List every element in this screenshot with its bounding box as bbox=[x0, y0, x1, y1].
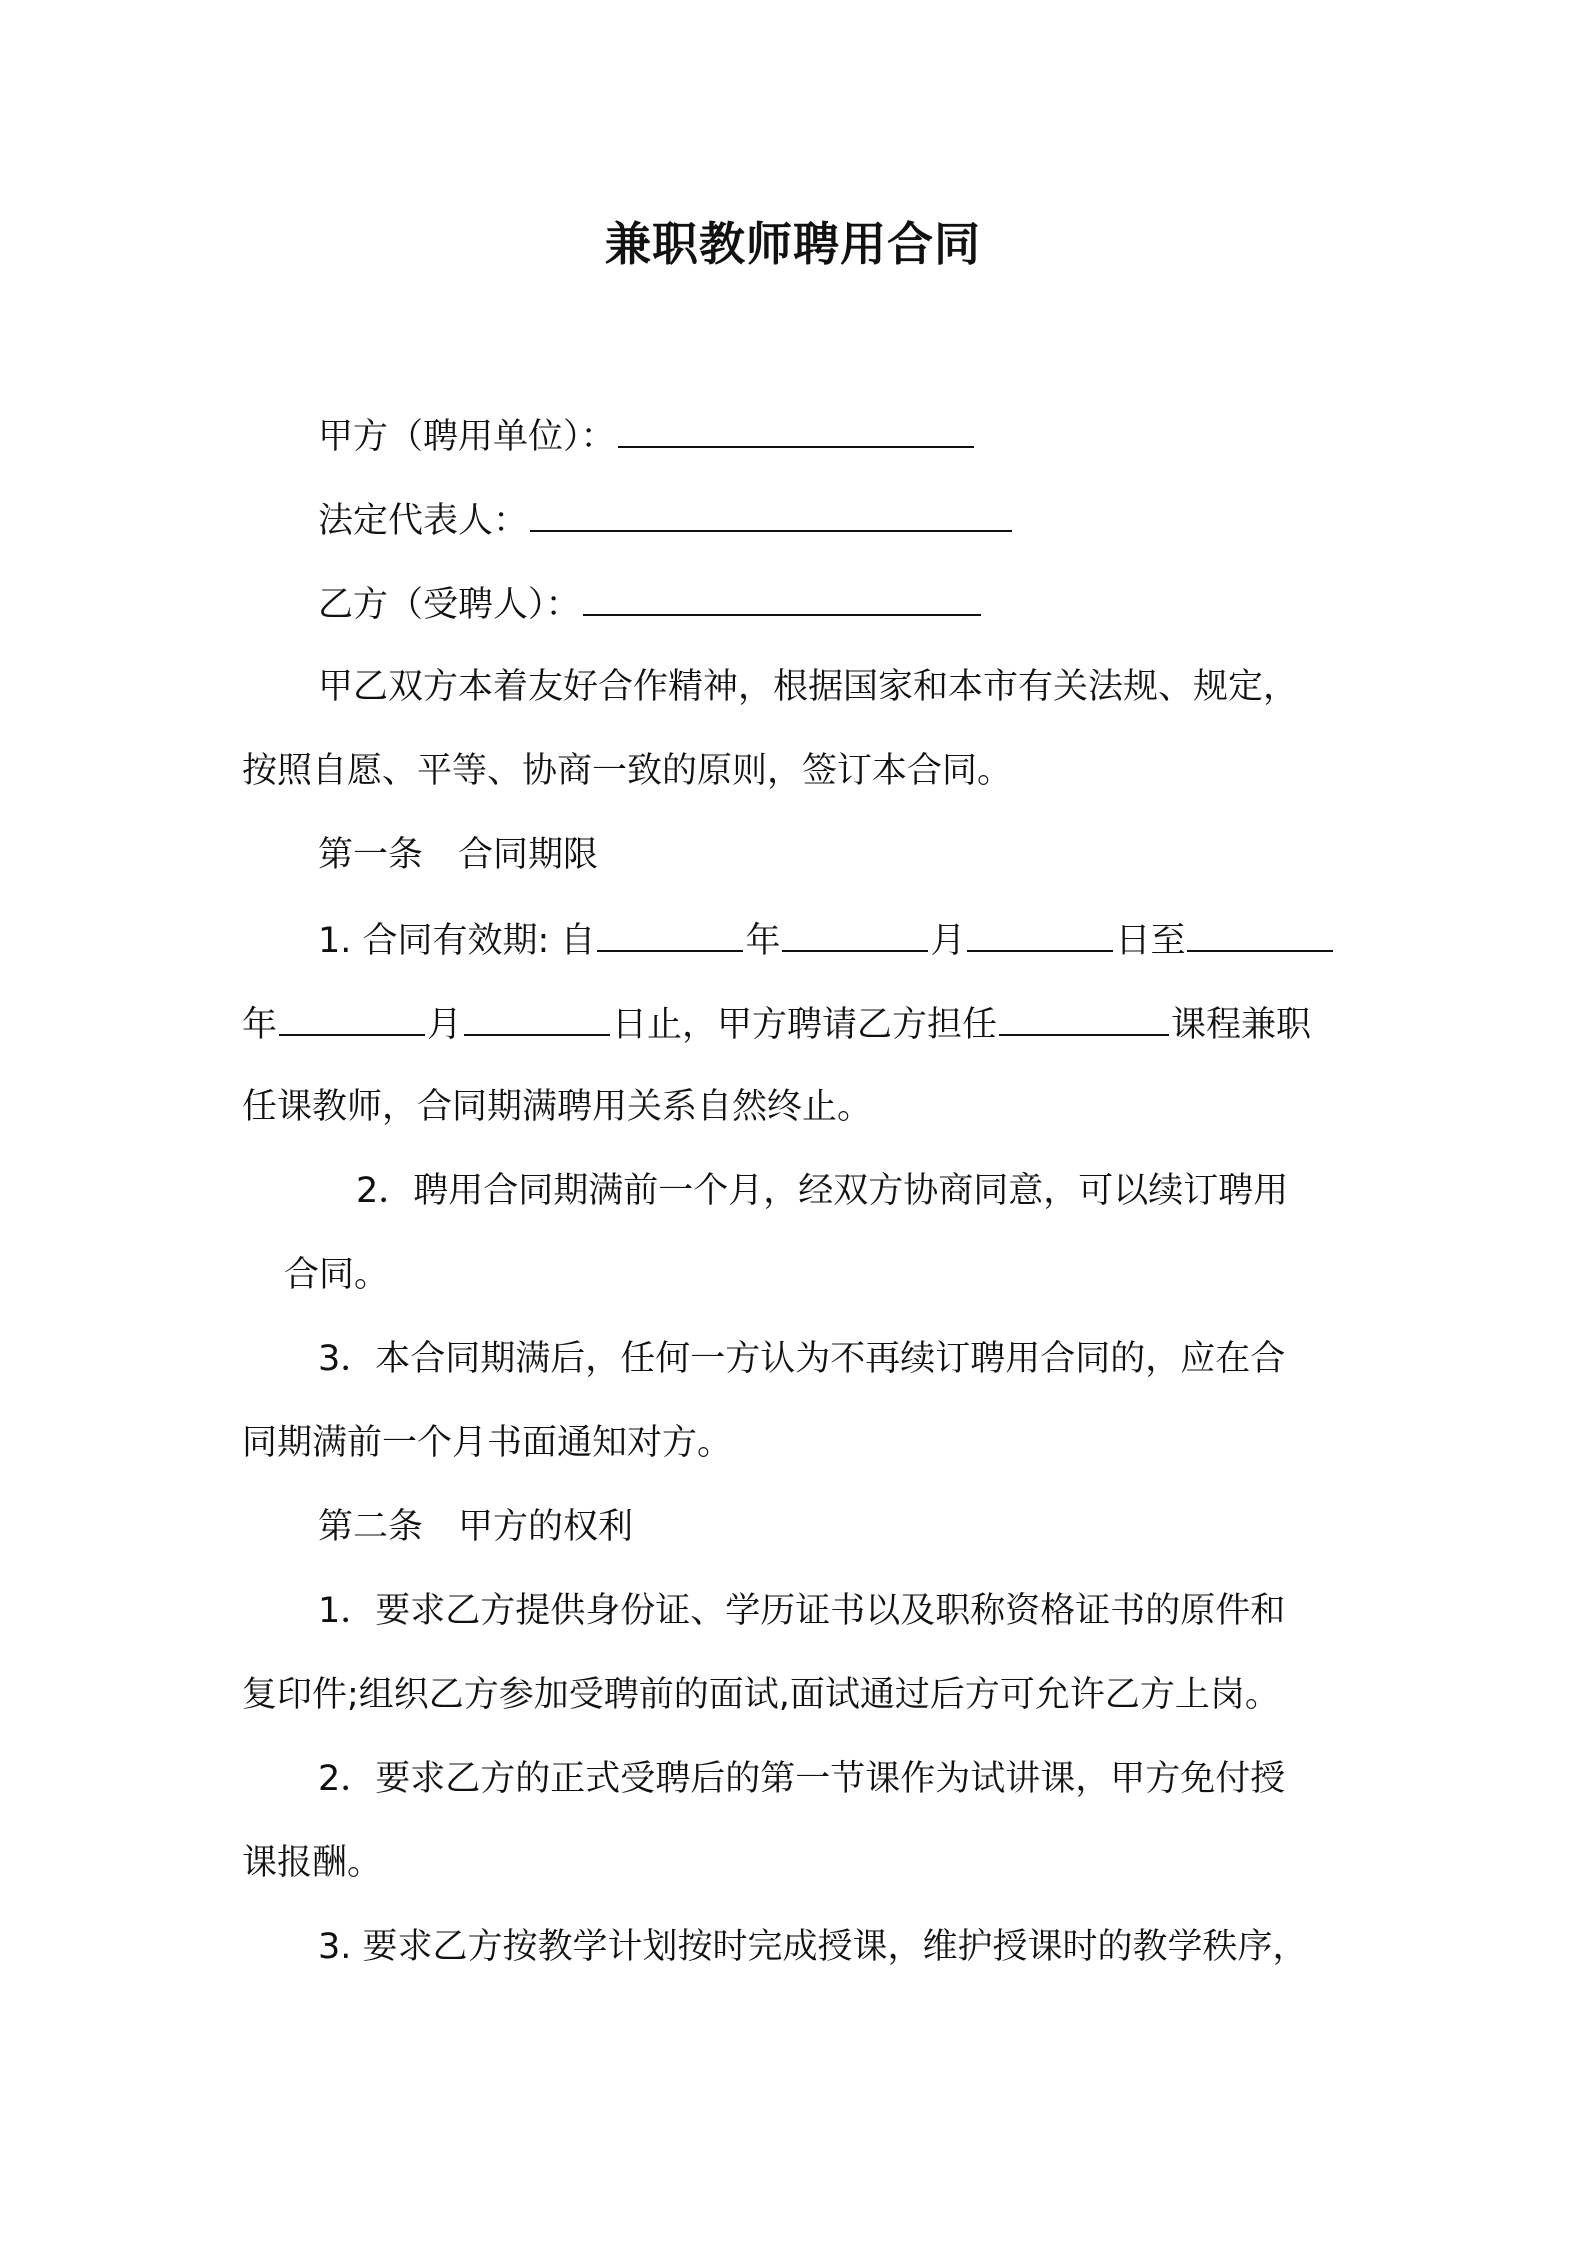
article-1-item-1-line-3: 任课教师，合同期满聘用关系自然终止。 bbox=[242, 1087, 873, 1127]
start-day-blank bbox=[967, 914, 1113, 952]
preamble-line-1: 甲乙双方本着友好合作精神，根据国家和本市有关法规、规定， bbox=[318, 667, 1299, 707]
appointment-text: 日止，甲方聘请乙方担任 bbox=[612, 1005, 998, 1045]
preamble-line-2: 按照自愿、平等、协商一致的原则，签订本合同。 bbox=[242, 751, 1013, 791]
month-label: 月 bbox=[930, 921, 966, 961]
party-b-blank bbox=[583, 578, 981, 616]
legal-rep-field bbox=[318, 494, 1014, 546]
article-1-item-3-line-1: 3．本合同期满后，任何一方认为不再续订聘用合同的，应在合 bbox=[318, 1339, 1286, 1379]
start-month-blank bbox=[782, 914, 928, 952]
document-title: 兼职教师聘用合同 bbox=[605, 217, 981, 271]
end-month-blank bbox=[279, 998, 425, 1036]
article-1-item-2-line-2: 合同。 bbox=[284, 1255, 390, 1295]
course-label: 课程兼职 bbox=[1171, 1005, 1312, 1045]
year-label-2: 年 bbox=[242, 1005, 278, 1045]
party-a-field bbox=[318, 410, 976, 462]
legal-rep-label: 法定代表人： bbox=[318, 501, 529, 541]
party-a-label: 甲方（聘用单位）： bbox=[318, 417, 616, 457]
start-year-blank bbox=[597, 914, 743, 952]
legal-rep-blank bbox=[530, 494, 1012, 532]
end-year-blank bbox=[1187, 914, 1333, 952]
article-2-item-2-line-2: 课报酬。 bbox=[242, 1843, 383, 1883]
article-1-item-1-line-2 bbox=[242, 998, 1311, 1050]
course-blank bbox=[999, 998, 1169, 1036]
article-1-heading: 第一条 合同期限 bbox=[318, 835, 599, 875]
article-2-item-2-line-1: 2．要求乙方的正式受聘后的第一节课作为试讲课，甲方免付授 bbox=[318, 1759, 1286, 1799]
article-1-item-3-line-2: 同期满前一个月书面通知对方。 bbox=[242, 1423, 733, 1463]
party-a-blank bbox=[618, 410, 974, 448]
article-2-item-3-line-1: 3. 要求乙方按教学计划按时完成授课，维护授课时的教学秩序， bbox=[318, 1927, 1308, 1967]
day-to-label: 日至 bbox=[1115, 921, 1186, 961]
party-b-field bbox=[318, 578, 983, 630]
article-2-item-1-line-1: 1．要求乙方提供身份证、学历证书以及职称资格证书的原件和 bbox=[318, 1591, 1286, 1631]
month-label-2: 月 bbox=[427, 1005, 463, 1045]
article-2-heading: 第二条 甲方的权利 bbox=[318, 1507, 634, 1547]
article-1-item-1-line-1 bbox=[318, 914, 1335, 966]
article-1-item-2-line-1: 2．聘用合同期满前一个月，经双方协商同意，可以续订聘用 bbox=[356, 1171, 1289, 1211]
party-b-label: 乙方（受聘人）： bbox=[318, 585, 581, 625]
end-day-blank bbox=[464, 998, 610, 1036]
term-from-label: 1. 合同有效期: 自 bbox=[318, 921, 596, 961]
article-2-item-1-line-2: 复印件;组织乙方参加受聘前的面试,面试通过后方可允许乙方上岗。 bbox=[242, 1675, 1280, 1715]
year-label: 年 bbox=[745, 921, 781, 961]
